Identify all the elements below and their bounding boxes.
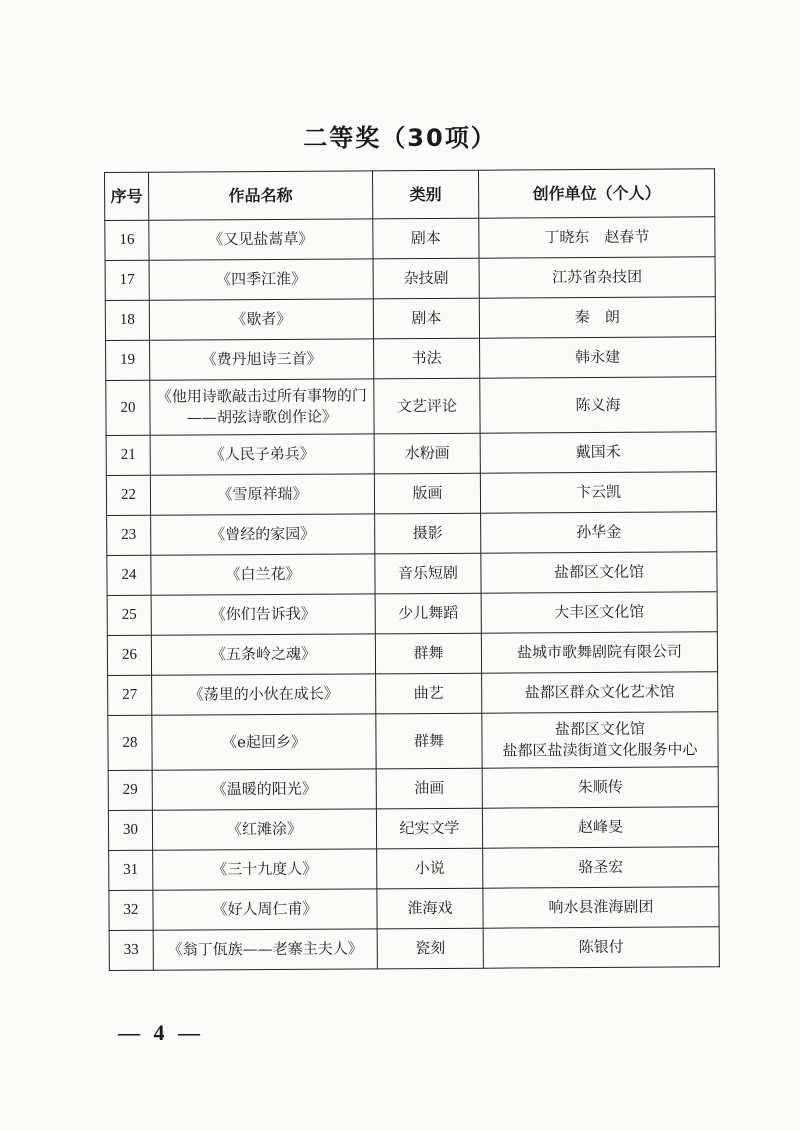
cell-unit xyxy=(480,432,716,473)
cell-no: 18 xyxy=(105,300,149,340)
cell-category: 剧本 xyxy=(373,218,479,259)
cell-category: 剧本 xyxy=(373,298,479,339)
cell-work xyxy=(152,674,376,715)
work-title-line: 《温暖的阳光》 xyxy=(211,779,317,799)
unit-name-line: 秦 朗 xyxy=(574,307,620,327)
table-row xyxy=(108,767,718,811)
unit-name-line: 盐都区文化馆 xyxy=(553,562,645,582)
work-title-line: 《雪原祥瑞》 xyxy=(217,484,308,504)
cell-category: 纪实文学 xyxy=(376,808,482,849)
cell-category: 少儿舞蹈 xyxy=(375,593,481,634)
cell-work xyxy=(151,554,375,595)
cell-work xyxy=(150,474,374,515)
award-table xyxy=(104,168,720,971)
cell-category: 曲艺 xyxy=(376,673,482,714)
table-row xyxy=(107,592,717,636)
table-row xyxy=(108,807,718,851)
table-header-row xyxy=(105,169,715,221)
cell-no: 20 xyxy=(106,380,150,435)
cell-work xyxy=(152,769,376,810)
cell-work xyxy=(150,339,374,380)
table-body xyxy=(105,217,720,971)
cell-category: 淮海戏 xyxy=(377,888,483,929)
unit-name-line: 赵峰旻 xyxy=(577,817,624,837)
cell-work xyxy=(149,299,373,340)
cell-no: 27 xyxy=(108,675,152,715)
work-title-line: 《红滩涂》 xyxy=(226,819,303,839)
table-row xyxy=(106,377,716,436)
cell-no: 29 xyxy=(108,770,152,810)
cell-unit xyxy=(479,257,715,298)
table-row xyxy=(105,217,715,261)
cell-no: 32 xyxy=(109,890,153,930)
unit-name-line: 骆圣宏 xyxy=(578,857,624,877)
cell-work xyxy=(153,929,377,970)
unit-name-line: 韩永建 xyxy=(575,347,621,367)
cell-category: 音乐短剧 xyxy=(375,553,481,594)
cell-no: 19 xyxy=(106,340,150,380)
work-title-line: 《好人周仁甫》 xyxy=(212,899,318,919)
unit-name-line: 戴国禾 xyxy=(575,442,621,462)
cell-unit xyxy=(479,217,715,258)
unit-name-line: 盐都区文化馆 xyxy=(554,719,645,739)
unit-name-line: 孙华金 xyxy=(576,522,622,542)
page-number: — 4 — xyxy=(118,1020,204,1045)
cell-category: 摄影 xyxy=(375,513,481,554)
cell-category: 油画 xyxy=(376,768,482,809)
header-category: 类别 xyxy=(372,170,478,219)
unit-name-line: 陈义海 xyxy=(575,395,621,414)
cell-no: 26 xyxy=(107,635,151,675)
unit-name-line: 响水县淮海剧团 xyxy=(548,897,654,917)
cell-no: 16 xyxy=(105,220,149,260)
cell-unit xyxy=(480,377,716,433)
cell-work xyxy=(151,514,375,555)
unit-name-line: 盐都区群众文化艺术馆 xyxy=(524,682,675,702)
cell-unit xyxy=(481,632,717,673)
cell-work xyxy=(152,809,376,850)
cell-work xyxy=(150,379,374,435)
cell-category: 瓷刻 xyxy=(377,928,483,969)
cell-unit xyxy=(480,472,716,513)
cell-unit xyxy=(482,767,718,808)
cell-unit xyxy=(483,927,719,968)
unit-name-line: 陈银付 xyxy=(578,937,624,957)
cell-category: 小说 xyxy=(377,848,483,889)
cell-category: 版画 xyxy=(374,473,480,514)
work-title-line: 《荡里的小伙在成长》 xyxy=(188,684,339,704)
cell-no: 28 xyxy=(108,715,152,770)
table-row xyxy=(108,712,718,771)
cell-work xyxy=(149,259,373,300)
cell-work xyxy=(150,434,374,475)
unit-name-line: 丁晓东 赵春节 xyxy=(544,227,650,247)
cell-no: 33 xyxy=(109,930,153,970)
cell-no: 24 xyxy=(107,555,151,595)
cell-unit xyxy=(483,847,719,888)
cell-category: 群舞 xyxy=(375,633,481,674)
table-row xyxy=(107,512,717,556)
header-work: 作品名称 xyxy=(149,171,373,220)
header-unit: 创作单位（个人） xyxy=(478,169,714,218)
table-row xyxy=(106,432,716,476)
cell-unit xyxy=(482,807,718,848)
cell-no: 22 xyxy=(106,475,150,515)
work-title-line: 《歇者》 xyxy=(231,309,292,329)
cell-unit xyxy=(479,297,715,338)
unit-name-line: 盐城市歌舞剧院有限公司 xyxy=(516,642,682,662)
unit-name-line: 盐都区盐渎街道文化服务中心 xyxy=(502,740,698,760)
cell-work xyxy=(149,219,373,260)
work-title-line: ——胡弦诗歌创作论》 xyxy=(186,407,338,427)
cell-category: 文艺评论 xyxy=(374,378,480,434)
cell-no: 25 xyxy=(107,595,151,635)
work-title-line: 《翁丁佤族——老寨主夫人》 xyxy=(167,939,363,959)
cell-category: 杂技剧 xyxy=(373,258,479,299)
cell-unit xyxy=(482,712,718,768)
cell-work xyxy=(153,889,377,930)
table-row xyxy=(105,297,715,341)
cell-work xyxy=(151,594,375,635)
cell-category: 群舞 xyxy=(376,713,482,769)
table-row xyxy=(109,847,719,891)
cell-unit xyxy=(481,552,717,593)
cell-no: 23 xyxy=(107,515,151,555)
table-row xyxy=(109,887,719,931)
cell-no: 21 xyxy=(106,435,150,475)
cell-unit xyxy=(481,592,717,633)
cell-work xyxy=(152,714,376,770)
work-title-line: 《费丹旭诗三首》 xyxy=(201,349,322,369)
work-title-line: 《又见盐蒿草》 xyxy=(208,229,314,249)
table-row xyxy=(105,257,715,301)
cell-no: 17 xyxy=(105,260,149,300)
table-row xyxy=(106,337,716,381)
work-title-line: 《四季江淮》 xyxy=(216,269,307,289)
cell-work xyxy=(151,634,375,675)
unit-name-line: 江苏省杂技团 xyxy=(552,267,643,287)
table-row xyxy=(107,632,717,676)
work-title-line: 《你们告诉我》 xyxy=(210,604,316,624)
table-row xyxy=(108,672,718,716)
work-title-line: 《三十九度人》 xyxy=(212,859,318,879)
work-title-line: 《五条岭之魂》 xyxy=(210,644,317,664)
unit-name-line: 朱顺传 xyxy=(577,777,623,797)
table-row xyxy=(109,927,719,971)
work-title-line: 《人民子弟兵》 xyxy=(209,444,315,464)
cell-no: 30 xyxy=(108,810,152,850)
cell-unit xyxy=(482,672,718,713)
cell-category: 书法 xyxy=(374,338,480,379)
table-row xyxy=(106,472,716,516)
work-title-line: 《曾经的家园》 xyxy=(210,524,316,544)
cell-unit xyxy=(480,337,716,378)
cell-category: 水粉画 xyxy=(374,433,480,474)
unit-name-line: 大丰区文化馆 xyxy=(554,602,645,622)
table-row xyxy=(107,552,717,596)
work-title-line: 《e起回乡》 xyxy=(221,732,306,751)
cell-work xyxy=(153,849,377,890)
work-title-line: 《白兰花》 xyxy=(225,564,301,584)
page-title: 二等奖（30项） xyxy=(303,124,497,152)
work-title-line: 《他用诗歌敲击过所有事物的门 xyxy=(156,386,367,406)
cell-no: 31 xyxy=(109,850,153,890)
cell-unit xyxy=(481,512,717,553)
unit-name-line: 卞云凯 xyxy=(575,482,622,502)
header-no: 序号 xyxy=(105,172,149,220)
cell-unit xyxy=(483,887,719,928)
